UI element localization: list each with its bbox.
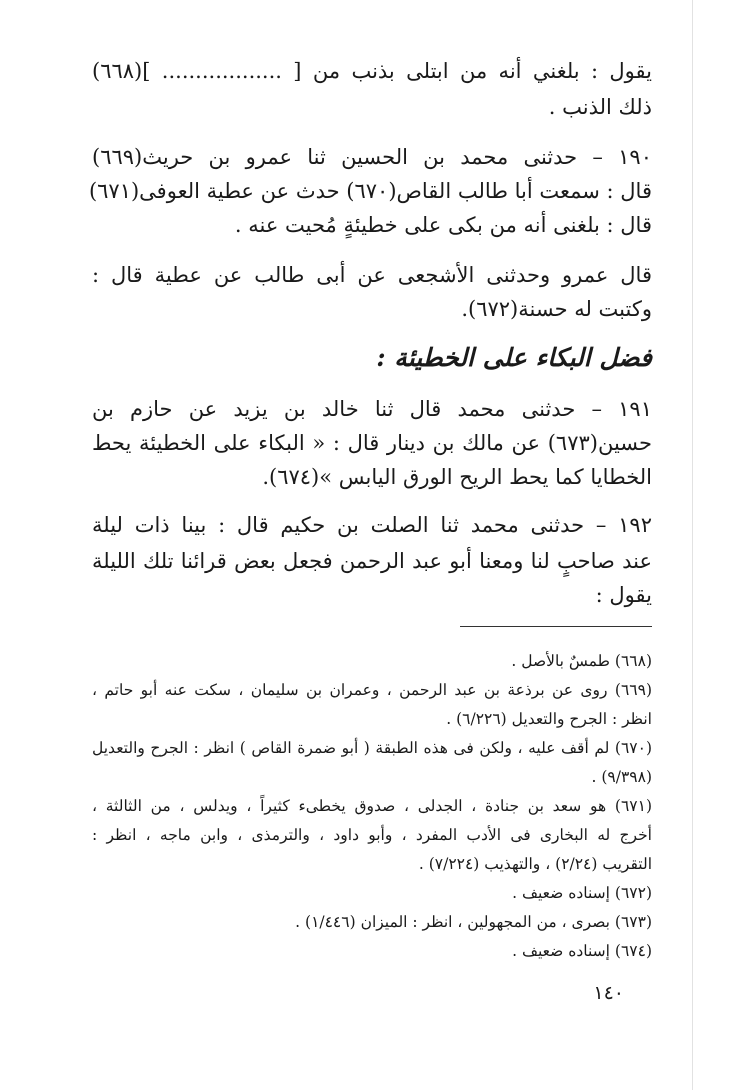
footnote-668: (٦٦٨) طمسٌ بالأصل .	[511, 652, 652, 670]
hadith-192-line-1: ١٩٢ – حدثنى محمد ثنا الصلت بن حكيم قال : بينا ذات ليلة	[92, 513, 652, 537]
section-heading: فضل البكاء على الخطيئة :	[376, 343, 652, 372]
footnote-671-line-3: التقريب (٢/٢٤) ، والتهذيب (٧/٢٢٤) .	[418, 855, 652, 873]
footnote-672: (٦٧٢) إسناده ضعيف .	[512, 884, 652, 902]
footnote-671-line-2: أخرج له البخارى فى الأدب المفرد ، وأبو داود ، والترمذى ، وابن ماجه ، انظر :	[92, 826, 652, 844]
hadith-191-line-1: ١٩١ – حدثنى محمد قال ثنا خالد بن يزيد عن حازم بن	[92, 397, 652, 421]
narration-line-2: وكتبت له حسنة(٦٧٢).	[461, 297, 652, 321]
page-margin-line	[692, 0, 693, 1090]
footnote-separator	[460, 626, 652, 627]
narration-line-1: قال عمرو وحدثنى الأشجعى عن أبى طالب عن عطية قال :	[92, 263, 652, 287]
hadith-191-line-3: الخطايا كما يحط الريح الورق اليابس »(٦٧٤).	[262, 465, 652, 489]
hadith-192-line-3: يقول :	[595, 583, 652, 607]
footnote-669-line-2: انظر : الجرح والتعديل (٦/٢٢٦) .	[446, 710, 652, 728]
hadith-190-line-2: قال : سمعت أبا طالب القاص(٦٧٠) حدث عن عطية العوفى(٦٧١)	[88, 179, 652, 203]
footnote-673: (٦٧٣) بصرى ، من المجهولين ، انظر : الميزان (١/٤٤٦) .	[295, 913, 652, 931]
footnote-670-line-1: (٦٧٠) لم أقف عليه ، ولكن فى هذه الطبقة ( أبو ضمرة القاص ) انظر : الجرح والتعديل	[92, 739, 652, 757]
page-number: ١٤٠	[593, 982, 624, 1004]
footnote-674: (٦٧٤) إسناده ضعيف .	[512, 942, 652, 960]
body-line-1: يقول : بلغني أنه من ابتلى بذنب من [ .................. ](٦٦٨)	[92, 59, 652, 83]
footnote-671-line-1: (٦٧١) هو سعد بن جنادة ، الجدلى ، صدوق يخطىء كثيراً ، ويدلس ، من الثالثة ،	[92, 797, 652, 815]
hadith-190-line-3: قال : بلغنى أنه من بكى على خطيئةٍ مُحيت عنه .	[234, 213, 652, 237]
footnote-670-line-2: (٩/٣٩٨) .	[591, 768, 652, 786]
hadith-190-line-1: ١٩٠ – حدثنى محمد بن الحسين ثنا عمرو بن حريث(٦٦٩)	[92, 145, 652, 169]
hadith-191-line-2: حسين(٦٧٣) عن مالك بن دينار قال : « البكاء على الخطيئة يحط	[92, 431, 652, 455]
footnote-669-line-1: (٦٦٩) روى عن برذعة بن عبد الرحمن ، وعمران بن سليمان ، سكت عنه أبو حاتم ،	[92, 681, 652, 699]
body-line-2: ذلك الذنب .	[548, 95, 652, 119]
hadith-192-line-2: عند صاحبٍ لنا ومعنا أبو عبد الرحمن فجعل بعض قرائنا تلك الليلة	[92, 549, 652, 573]
